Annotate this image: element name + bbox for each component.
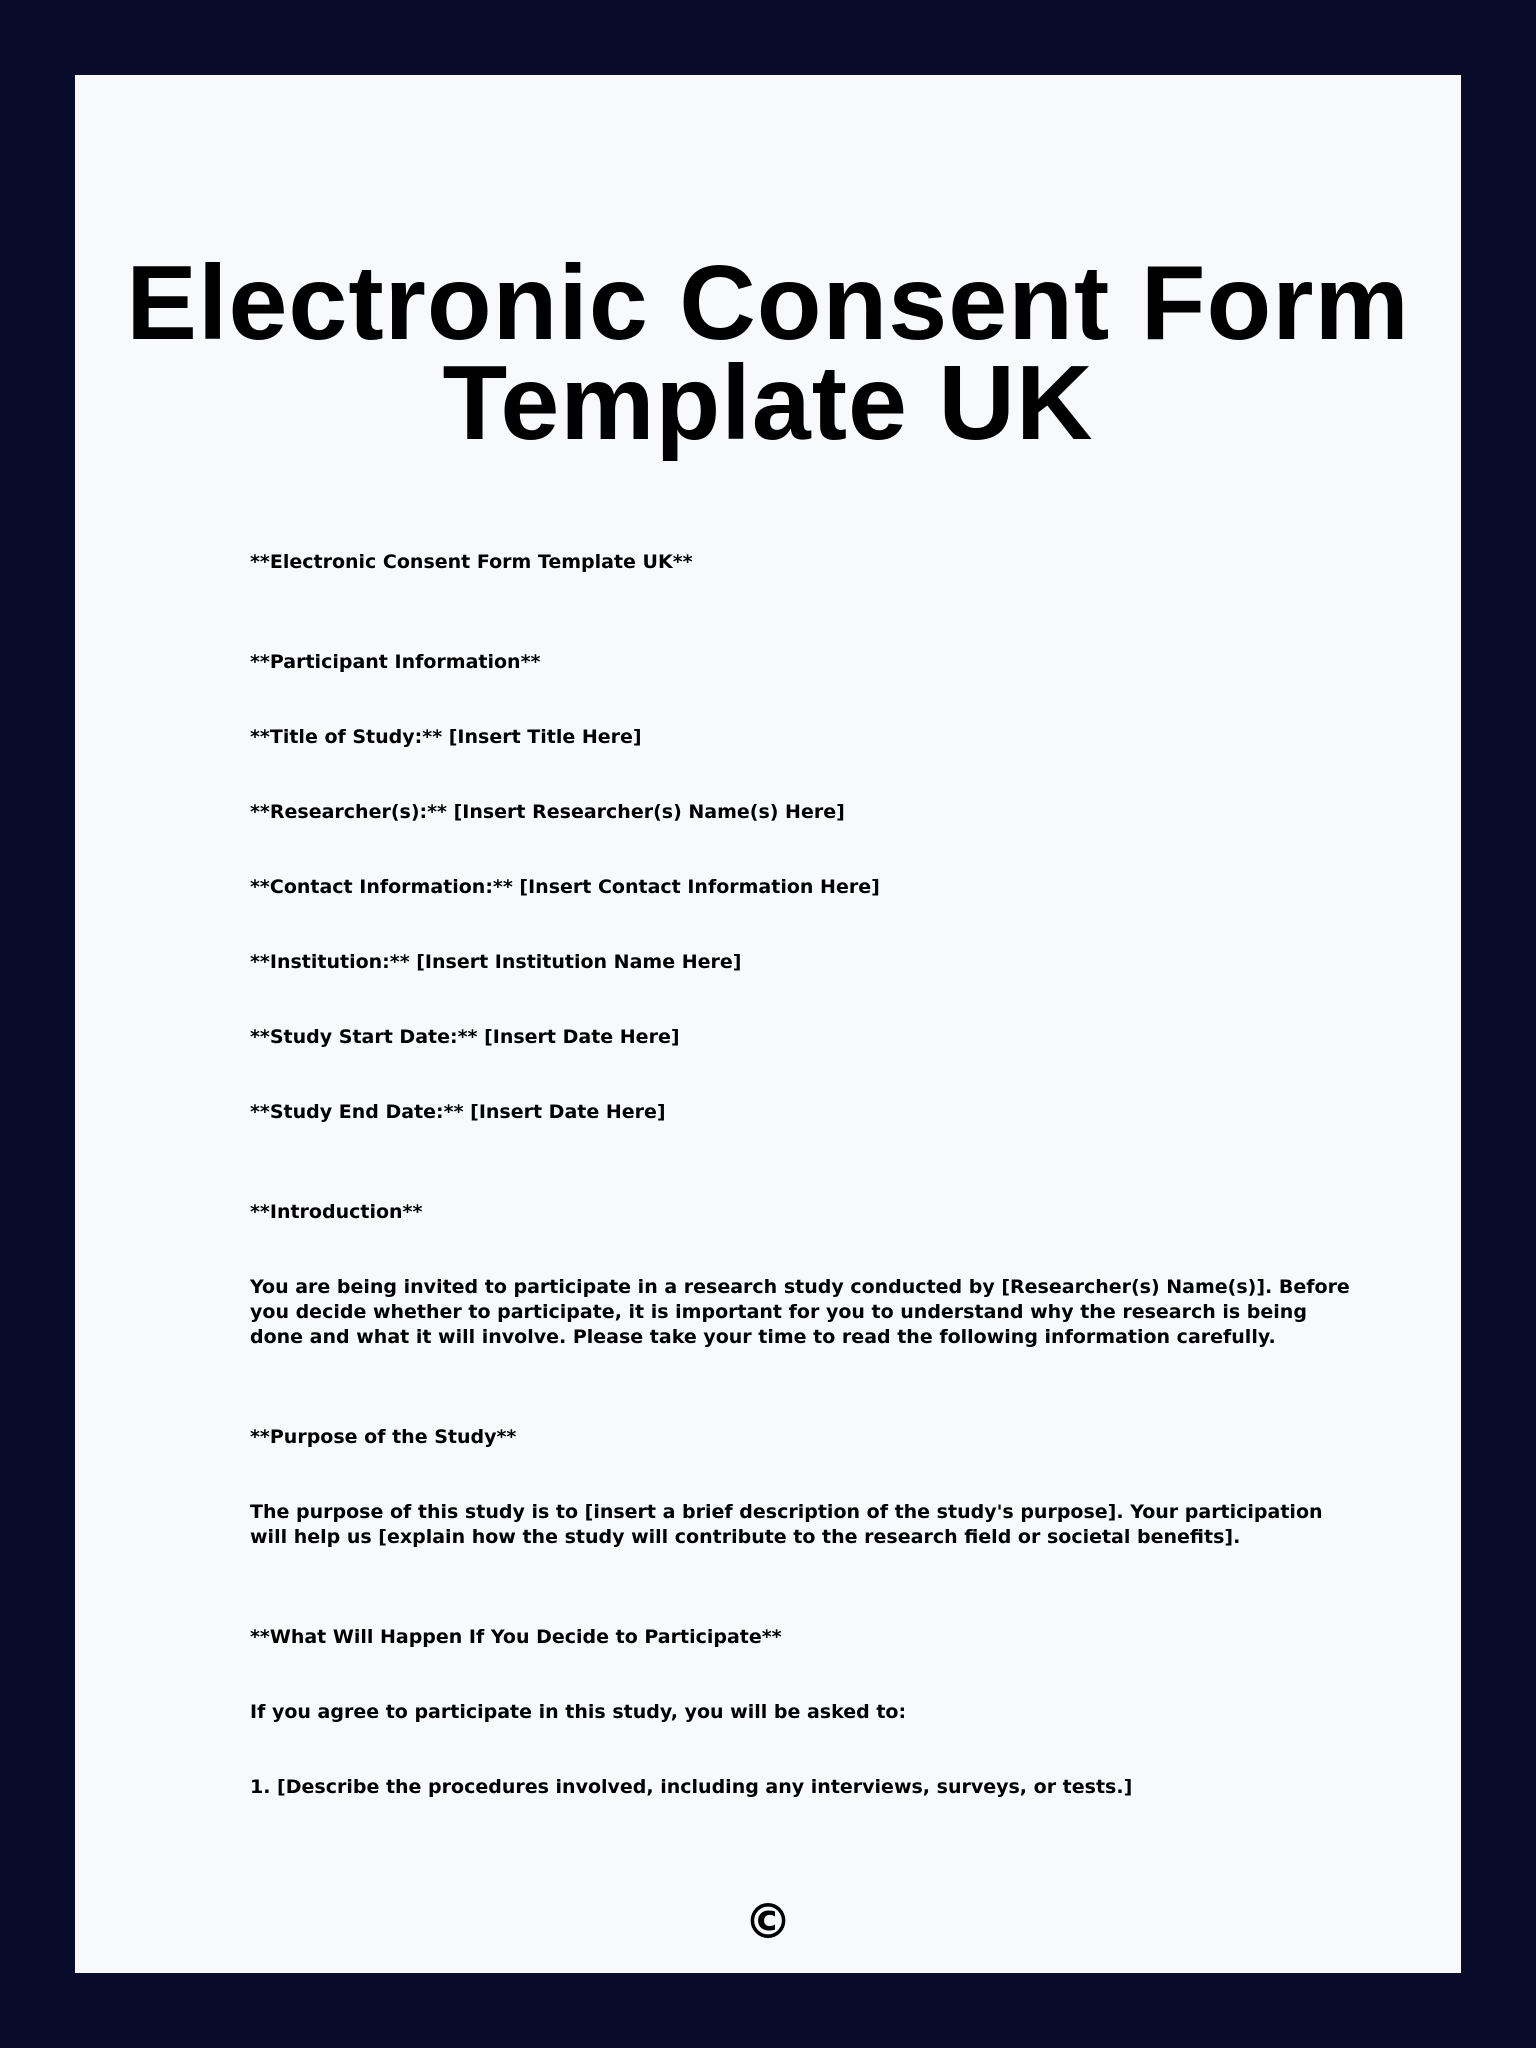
form-heading: **Electronic Consent Form Template UK** bbox=[250, 551, 693, 573]
document-body bbox=[250, 550, 1350, 1800]
participant-info-heading: **Participant Information** bbox=[250, 651, 541, 673]
researchers-line: **Researcher(s):** [Insert Researcher(s) Name(s) Here] bbox=[250, 801, 845, 823]
contact-info-line: **Contact Information:** [Insert Contact Information Here] bbox=[250, 876, 880, 898]
document-title: Electronic Consent Form Template UK bbox=[126, 244, 1410, 462]
copyright-icon: © bbox=[744, 1894, 792, 1950]
introduction-paragraph: You are being invited to participate in a research study conducted by [Researcher(s) Name(s)]. Before you decide whether to participate, it is important for you to understand why the research is being done and what it will involve. Please take your time to read the following information carefully. bbox=[250, 1276, 1350, 1348]
study-end-date-line: **Study End Date:** [Insert Date Here] bbox=[250, 1101, 666, 1123]
institution-line: **Institution:** [Insert Institution Name Here] bbox=[250, 951, 742, 973]
title-of-study-line: **Title of Study:** [Insert Title Here] bbox=[250, 726, 642, 748]
procedure-item-1: 1. [Describe the procedures involved, including any interviews, surveys, or tests.] bbox=[250, 1776, 1133, 1798]
procedures-intro: If you agree to participate in this study, you will be asked to: bbox=[250, 1701, 907, 1723]
purpose-heading: **Purpose of the Study** bbox=[250, 1426, 517, 1448]
introduction-heading: **Introduction** bbox=[250, 1201, 423, 1223]
purpose-paragraph: The purpose of this study is to [insert a brief description of the study's purpose]. Your participation will help us [explain how the study will contribute to the research field or societal benefits]. bbox=[250, 1501, 1323, 1548]
procedures-heading: **What Will Happen If You Decide to Participate** bbox=[250, 1626, 782, 1648]
document-page bbox=[75, 75, 1461, 1973]
study-start-date-line: **Study Start Date:** [Insert Date Here] bbox=[250, 1026, 680, 1048]
